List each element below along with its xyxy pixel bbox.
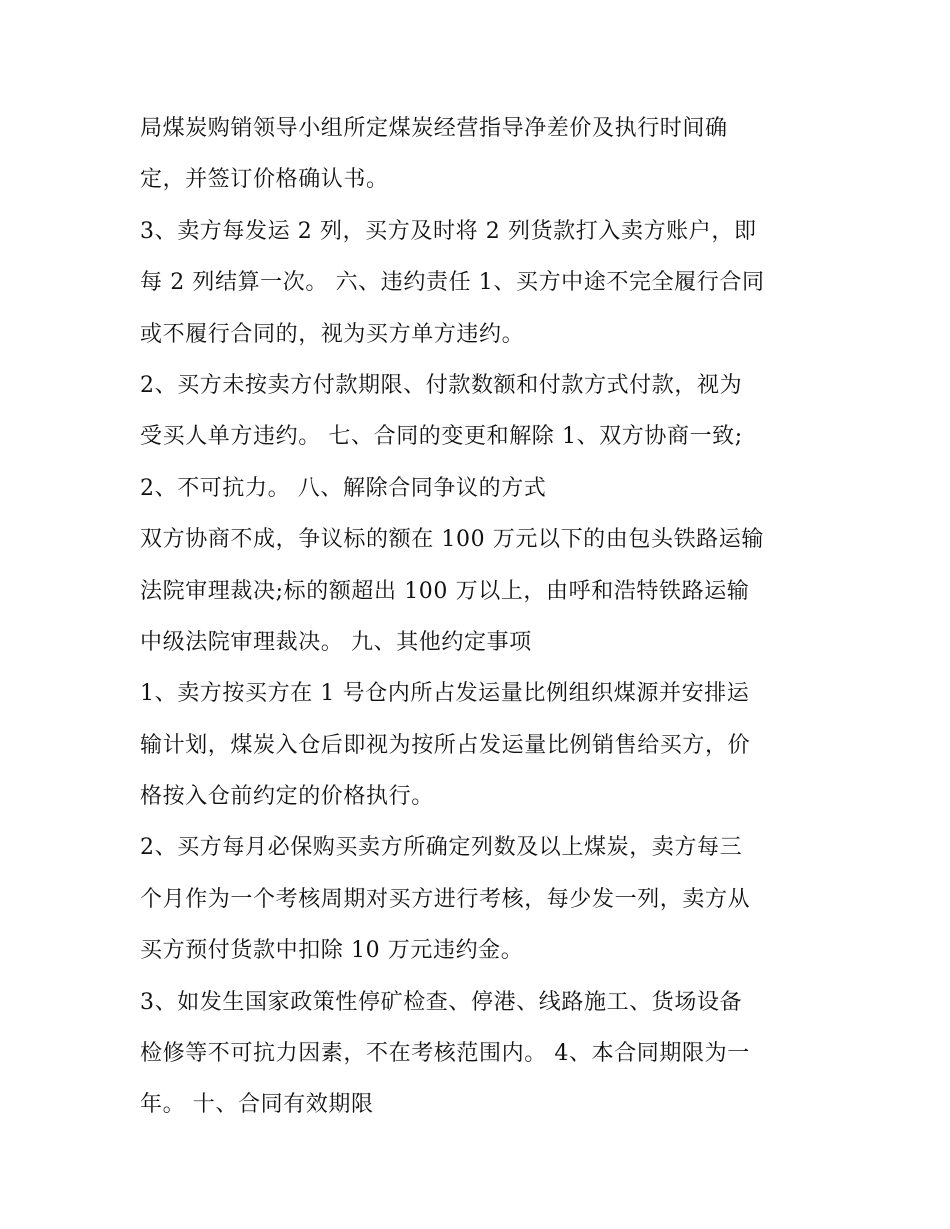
text-line: 受买人单方违约。 七、合同的变更和解除 1、双方协商一致; bbox=[140, 424, 743, 450]
text-line: 3、如发生国家政策性停矿检查、停港、线路施工、货场设备 bbox=[140, 989, 743, 1015]
text-line: 格按入仓前约定的价格执行。 bbox=[140, 784, 434, 810]
text-line: 输计划，煤炭入仓后即视为按所占发运量比例销售给买方，价 bbox=[140, 732, 751, 758]
text-line: 局煤炭购销领导小组所定煤炭经营指导净差价及执行时间确 bbox=[140, 116, 728, 141]
text-line: 中级法院审理裁决。 九、其他约定事项 bbox=[140, 629, 532, 655]
text-line: 或不履行合同的，视为买方单方违约。 bbox=[140, 321, 525, 347]
text-line: 个月作为一个考核周期对买方进行考核，每少发一列，卖方从 bbox=[140, 886, 751, 912]
text-line: 2、买方未按卖方付款期限、付款数额和付款方式付款，视为 bbox=[140, 372, 743, 398]
text-line: 2、不可抗力。 八、解除合同争议的方式 bbox=[140, 475, 547, 501]
text-line: 3、卖方每发运 2 列，买方及时将 2 列货款打入卖方账户，即 bbox=[140, 218, 757, 244]
text-line: 定，并签订价格确认书。 bbox=[140, 167, 389, 193]
text-line: 买方预付货款中扣除 10 万元违约金。 bbox=[140, 938, 524, 964]
text-line: 双方协商不成，争议标的额在 100 万元以下的由包头铁路运输 bbox=[140, 527, 764, 553]
text-line: 2、买方每月必保购买卖方所确定列数及以上煤炭，卖方每三 bbox=[140, 835, 743, 861]
text-line: 检修等不可抗力因素，不在考核范围内。 4、本合同期限为一 bbox=[140, 1041, 750, 1067]
contract-text-block bbox=[140, 103, 830, 1131]
text-line: 1、卖方按买方在 1 号仓内所占发运量比例组织煤源并安排运 bbox=[140, 681, 750, 707]
text-line: 每 2 列结算一次。 六、违约责任 1、买方中途不完全履行合同 bbox=[140, 270, 765, 296]
text-line: 法院审理裁决;标的额超出 100 万以上，由呼和浩特铁路运输 bbox=[140, 578, 750, 604]
text-line: 年。 十、合同有效期限 bbox=[140, 1092, 374, 1118]
